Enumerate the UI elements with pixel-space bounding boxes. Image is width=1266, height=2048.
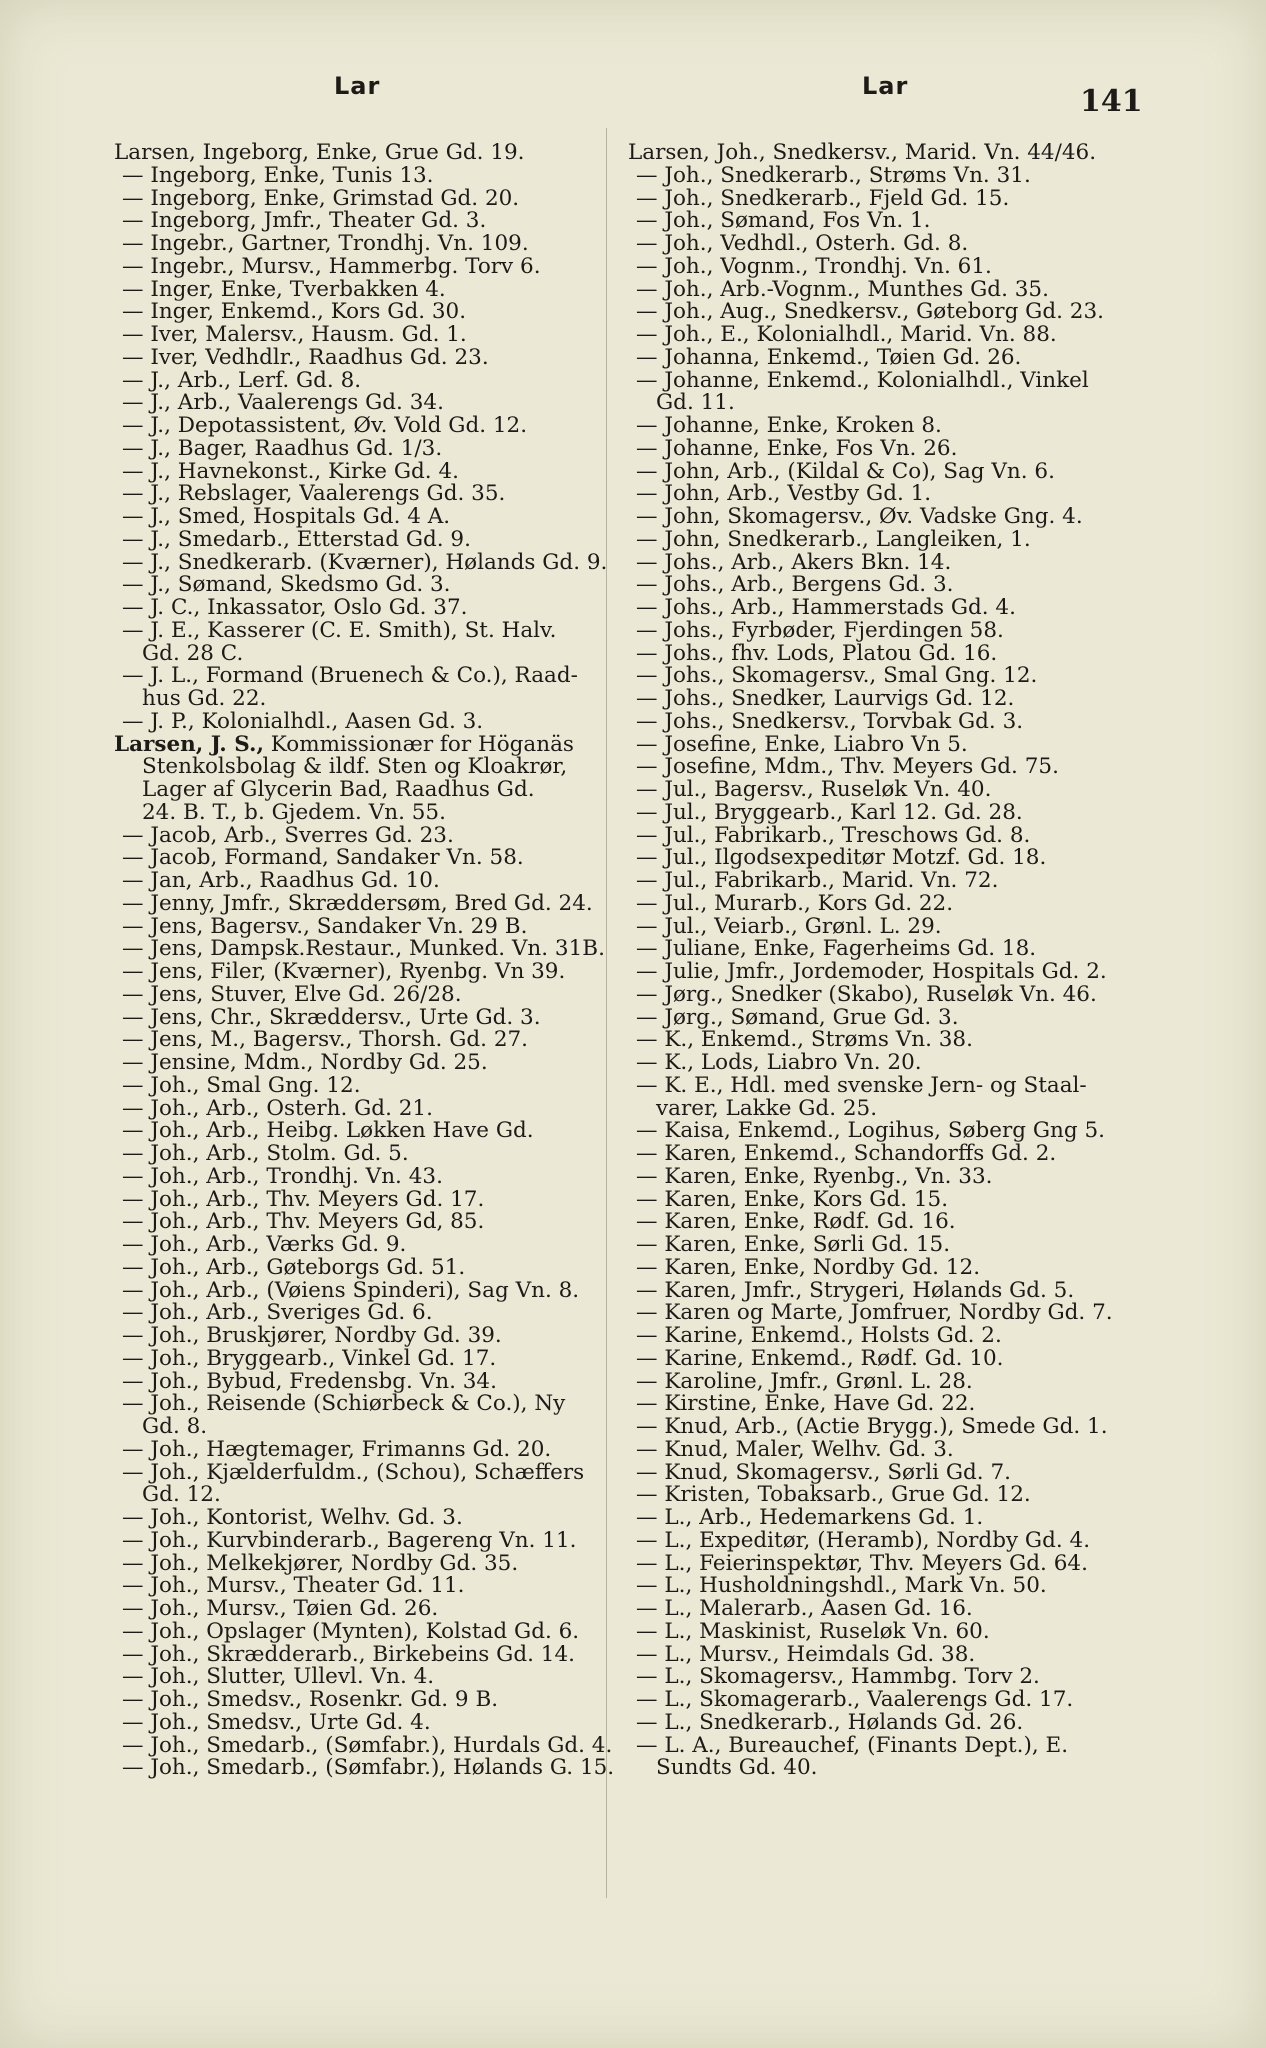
directory-entry-line: — Josefine, Mdm., Thv. Meyers Gd. 75. <box>636 756 1059 779</box>
directory-entry-line: — Joh., Arb., Thv. Meyers Gd, 85. <box>122 1211 485 1234</box>
directory-entry-line: — Juliane, Enke, Fagerheims Gd. 18. <box>636 938 1037 961</box>
directory-entry-line: — Jens, Filer, (Kværner), Ryenbg. Vn 39. <box>122 961 566 984</box>
directory-entry-line: — Joh., Snedkerarb., Fjeld Gd. 15. <box>636 187 1010 211</box>
directory-entry-line: — Ingeborg, Enke, Grimstad Gd. 20. <box>122 187 520 211</box>
directory-entry-line: — John, Arb., (Kildal & Co), Sag Vn. 6. <box>636 460 1055 484</box>
directory-entry-line: — Joh., Hægtemager, Frimanns Gd. 20. <box>122 1438 552 1462</box>
directory-entry-line: — Joh., Smedsv., Rosenkr. Gd. 9 B. <box>122 1689 499 1712</box>
directory-entry-line: — Joh., Arb., Osterh. Gd. 21. <box>122 1097 433 1121</box>
directory-entry-line: — Josefine, Enke, Liabro Vn 5. <box>636 733 968 757</box>
directory-entry-line: — Joh., Smal Gng. 12. <box>122 1074 361 1098</box>
directory-entry-line: — Knud, Skomagersv., Sørli Gd. 7. <box>636 1461 1011 1485</box>
directory-entry-line: — Karen, Enke, Sørli Gd. 15. <box>636 1234 951 1257</box>
directory-entry-line: — Jensine, Mdm., Nordby Gd. 25. <box>122 1052 488 1075</box>
directory-entry-line: — Knud, Maler, Welhv. Gd. 3. <box>636 1438 954 1462</box>
directory-entry-line: Stenkolsbolag & ildf. Sten og Kloakrør, <box>142 756 568 779</box>
directory-entry-line: — K., Lods, Liabro Vn. 20. <box>636 1052 922 1075</box>
directory-entry-line: — Joh., Kurvbinderarb., Bagereng Vn. 11. <box>122 1529 577 1553</box>
left-column <box>114 142 614 1780</box>
directory-entry-line: Sundts Gd. 40. <box>656 1757 818 1780</box>
directory-entry-line: Gd. 28 C. <box>142 642 244 666</box>
directory-entry-line: — Karen, Enke, Ryenbg., Vn. 33. <box>636 1165 993 1189</box>
directory-entry-line: — J. P., Kolonialhdl., Aasen Gd. 3. <box>122 710 484 734</box>
directory-entry-line: — J., Smed, Hospitals Gd. 4 A. <box>122 506 451 529</box>
directory-entry-line: Larsen, Ingeborg, Enke, Grue Gd. 19. <box>114 142 525 165</box>
directory-entry-line: — Johs., Fyrbøder, Fjerdingen 58. <box>636 619 1004 643</box>
directory-entry-line: — J., Bager, Raadhus Gd. 1/3. <box>122 437 443 461</box>
directory-entry-line: — Karen, Enke, Rødf. Gd. 16. <box>636 1211 956 1234</box>
directory-entry-line: — Johanne, Enke, Kroken 8. <box>636 415 942 438</box>
directory-entry-line: — J., Snedkerarb. (Kværner), Hølands Gd. 9. <box>122 551 608 575</box>
directory-entry-line: — Inger, Enke, Tverbakken 4. <box>122 278 446 302</box>
directory-entry-line: — L., Expeditør, (Heramb), Nordby Gd. 4. <box>636 1529 1091 1553</box>
directory-entry-line: — Ingeborg, Jmfr., Theater Gd. 3. <box>122 210 487 233</box>
directory-entry-line: — L., Husholdningshdl., Mark Vn. 50. <box>636 1575 1047 1598</box>
directory-entry-line: — Jørg., Snedker (Skabo), Ruseløk Vn. 46. <box>636 983 1097 1007</box>
directory-entry-line: — Joh., Melkekjører, Nordby Gd. 35. <box>122 1552 519 1576</box>
directory-entry-line: hus Gd. 22. <box>142 688 267 711</box>
directory-entry-line: — J. C., Inkassator, Oslo Gd. 37. <box>122 597 468 620</box>
directory-entry-line: — Joh., Arb., Værks Gd. 9. <box>122 1234 407 1257</box>
directory-entry-line: — Joh., Snedkerarb., Strøms Vn. 31. <box>636 164 1031 188</box>
directory-entry-line: — Joh., Skrædderarb., Birkebeins Gd. 14. <box>122 1643 575 1667</box>
directory-entry-line: — Joh., Opslager (Mynten), Kolstad Gd. 6. <box>122 1620 580 1644</box>
directory-entry-line: — Joh., Arb., Gøteborgs Gd. 51. <box>122 1256 466 1280</box>
directory-entry-line: — Joh., Arb., Trondhj. Vn. 43. <box>122 1165 443 1189</box>
directory-entry-line: — K. E., Hdl. med svenske Jern- og Staal- <box>636 1074 1087 1098</box>
directory-entry-line: varer, Lakke Gd. 25. <box>656 1097 878 1121</box>
directory-entry-line: — Kaisa, Enkemd., Logihus, Søberg Gng 5. <box>636 1120 1105 1143</box>
directory-entry-line: — Jacob, Formand, Sandaker Vn. 58. <box>122 847 524 870</box>
directory-entry-line: — L., Malerarb., Aasen Gd. 16. <box>636 1598 973 1621</box>
directory-entry-line: — Jul., Ilgodsexpeditør Motzf. Gd. 18. <box>636 847 1047 870</box>
directory-entry-line: — Johs., Snedkersv., Torvbak Gd. 3. <box>636 710 1024 734</box>
directory-entry-line: — Joh., Slutter, Ullevl. Vn. 4. <box>122 1666 435 1689</box>
directory-entry-line: Larsen, J. S., Kommissionær for Höganäs <box>114 733 574 757</box>
directory-entry-line: — L., Snedkerarb., Hølands Gd. 26. <box>636 1711 1024 1735</box>
directory-entry-line: — Johs., Arb., Bergens Gd. 3. <box>636 574 954 597</box>
directory-entry-line: — Joh., Reisende (Schiørbeck & Co.), Ny <box>122 1393 566 1416</box>
directory-entry-line: — Jul., Veiarb., Grønl. L. 29. <box>636 915 942 939</box>
directory-entry-line: Gd. 11. <box>656 392 735 415</box>
directory-entry-line: — Jan, Arb., Raadhus Gd. 10. <box>122 870 440 893</box>
directory-entry-line: — John, Snedkerarb., Langleiken, 1. <box>636 528 1031 552</box>
directory-entry-line: — J., Depotassistent, Øv. Vold Gd. 12. <box>122 415 528 438</box>
directory-entry-line: — Jul., Fabrikarb., Marid. Vn. 72. <box>636 870 999 893</box>
directory-entry-line: — Johanne, Enke, Fos Vn. 26. <box>636 437 958 461</box>
directory-entry-line: — Jul., Fabrikarb., Treschows Gd. 8. <box>636 824 1031 848</box>
directory-entry-line: — Iver, Vedhdlr., Raadhus Gd. 23. <box>122 346 489 370</box>
running-header-left: Lar <box>334 72 381 100</box>
directory-entry-line: — L., Arb., Hedemarkens Gd. 1. <box>636 1507 984 1530</box>
right-column <box>628 142 1128 1780</box>
directory-entry-line: — L., Skomagersv., Hammbg. Torv 2. <box>636 1666 1040 1689</box>
directory-entry-line: — Jens, Dampsk.Restaur., Munked. Vn. 31B. <box>122 938 605 961</box>
directory-entry-line: — Karen, Enkemd., Schandorffs Gd. 2. <box>636 1143 1057 1166</box>
directory-entry-line: — Joh., Arb., Thv. Meyers Gd. 17. <box>122 1188 485 1212</box>
directory-entry-line: — Joh., Arb., Sveriges Gd. 6. <box>122 1302 433 1325</box>
directory-entry-line: — Johanna, Enkemd., Tøien Gd. 26. <box>636 346 1022 370</box>
directory-entry-line: — Joh., Kjælderfuldm., (Schou), Schæffers <box>122 1461 585 1485</box>
directory-entry-line: — Joh., Vognm., Trondhj. Vn. 61. <box>636 255 992 279</box>
directory-entry-line: — Karen, Enke, Nordby Gd. 12. <box>636 1256 981 1280</box>
directory-entry-line: — Joh., Smedarb., (Sømfabr.), Hølands G. 15. <box>122 1757 614 1780</box>
directory-entry-line: — Joh., Aug., Snedkersv., Gøteborg Gd. 23. <box>636 301 1104 324</box>
directory-entry-line: — Jul., Bryggearb., Karl 12. Gd. 28. <box>636 801 1023 825</box>
directory-entry-line: — Joh., E., Kolonialhdl., Marid. Vn. 88. <box>636 324 1057 347</box>
directory-entry-line: — J., Havnekonst., Kirke Gd. 4. <box>122 460 459 484</box>
directory-entry-line: — Joh., Arb., Stolm. Gd. 5. <box>122 1143 409 1166</box>
directory-entry-line: — Inger, Enkemd., Kors Gd. 30. <box>122 301 467 324</box>
directory-entry-line: — Julie, Jmfr., Jordemoder, Hospitals Gd. 2. <box>636 961 1107 984</box>
directory-entry-line: — L., Skomagerarb., Vaalerengs Gd. 17. <box>636 1689 1074 1712</box>
directory-entry-line: — Jacob, Arb., Sverres Gd. 23. <box>122 824 454 848</box>
directory-entry-line: — John, Arb., Vestby Gd. 1. <box>636 483 932 506</box>
directory-entry-line: — Jul., Murarb., Kors Gd. 22. <box>636 892 954 916</box>
directory-entry-line: — L., Feierinspektør, Thv. Meyers Gd. 64. <box>636 1552 1088 1576</box>
directory-entry-line: Lager af Glycerin Bad, Raadhus Gd. <box>142 779 535 802</box>
directory-entry-line: — J., Rebslager, Vaalerengs Gd. 35. <box>122 483 506 506</box>
directory-entry-line: — Joh., Mursv., Theater Gd. 11. <box>122 1575 465 1598</box>
directory-entry-line: — Joh., Smedsv., Urte Gd. 4. <box>122 1711 431 1735</box>
directory-entry-line: — J., Sømand, Skedsmo Gd. 3. <box>122 574 451 597</box>
directory-entry-line: — Karen, Jmfr., Strygeri, Hølands Gd. 5. <box>636 1279 1075 1303</box>
directory-entry-line: — Ingebr., Gartner, Trondhj. Vn. 109. <box>122 233 529 256</box>
directory-entry-line: — Johs., Snedker, Laurvigs Gd. 12. <box>636 688 1015 711</box>
directory-entry-line: — Joh., Smedarb., (Sømfabr.), Hurdals Gd. 4. <box>122 1734 613 1758</box>
page-number: 141 <box>1080 84 1143 119</box>
directory-entry-line: Larsen, Joh., Snedkersv., Marid. Vn. 44/46. <box>628 142 1097 165</box>
directory-entry-line: — L. A., Bureauchef, (Finants Dept.), E. <box>636 1734 1069 1758</box>
directory-entry-line: — Johs., fhv. Lods, Platou Gd. 16. <box>636 642 998 666</box>
directory-entry-line: — Joh., Arb., (Vøiens Spinderi), Sag Vn. 8. <box>122 1279 580 1303</box>
directory-entry-line: — Karen, Enke, Kors Gd. 15. <box>636 1188 949 1212</box>
directory-entry-line: — Jenny, Jmfr., Skræddersøm, Bred Gd. 24. <box>122 892 593 916</box>
directory-entry-line: — K., Enkemd., Strøms Vn. 38. <box>636 1029 973 1052</box>
directory-entry-line: — Johs., Arb., Hammerstads Gd. 4. <box>636 597 1016 620</box>
directory-entry-line: — Karoline, Jmfr., Grønl. L. 28. <box>636 1370 973 1394</box>
directory-entry-line: — Jørg., Sømand, Grue Gd. 3. <box>636 1006 959 1030</box>
directory-entry-line: — Joh., Bybud, Fredensbg. Vn. 34. <box>122 1370 497 1394</box>
entry-heading-name: Larsen, J. S., <box>114 733 264 757</box>
directory-entry-line: — L., Maskinist, Ruseløk Vn. 60. <box>636 1620 990 1644</box>
directory-entry-line: — Jul., Bagersv., Ruseløk Vn. 40. <box>636 779 992 802</box>
directory-entry-line: — Johs., Arb., Akers Bkn. 14. <box>636 551 952 575</box>
directory-entry-line: — Iver, Malersv., Hausm. Gd. 1. <box>122 324 467 347</box>
directory-entry-line: — Jens, M., Bagersv., Thorsh. Gd. 27. <box>122 1029 529 1052</box>
directory-entry-line: — Karine, Enkemd., Holsts Gd. 2. <box>636 1325 1002 1348</box>
directory-entry-line: — Ingeborg, Enke, Tunis 13. <box>122 164 434 188</box>
directory-entry-line: — Joh., Arb., Heibg. Løkken Have Gd. <box>122 1120 534 1143</box>
directory-entry-line: — Kristen, Tobaksarb., Grue Gd. 12. <box>636 1484 1031 1507</box>
directory-entry-line: — L., Mursv., Heimdals Gd. 38. <box>636 1643 976 1667</box>
directory-entry-line: — Joh., Kontorist, Welhv. Gd. 3. <box>122 1507 463 1530</box>
directory-entry-line: — Ingebr., Mursv., Hammerbg. Torv 6. <box>122 255 541 279</box>
directory-entry-line: — Karine, Enkemd., Rødf. Gd. 10. <box>636 1347 1004 1371</box>
directory-entry-line: — J., Arb., Vaalerengs Gd. 34. <box>122 392 444 415</box>
directory-entry-line: — J., Arb., Lerf. Gd. 8. <box>122 369 362 393</box>
directory-entry-line: — Johs., Skomagersv., Smal Gng. 12. <box>636 665 1038 688</box>
directory-entry-line: — Kirstine, Enke, Have Gd. 22. <box>636 1393 976 1416</box>
directory-entry-line: — J. E., Kasserer (C. E. Smith), St. Halv. <box>122 619 557 643</box>
directory-entry-line: — Joh., Vedhdl., Osterh. Gd. 8. <box>636 233 969 256</box>
directory-entry-line: — Johanne, Enkemd., Kolonialhdl., Vinkel <box>636 369 1089 393</box>
directory-entry-line: — Knud, Arb., (Actie Brygg.), Smede Gd. 1. <box>636 1416 1108 1439</box>
directory-entry-line: — Karen og Marte, Jomfruer, Nordby Gd. 7. <box>636 1302 1113 1325</box>
directory-entry-line: — J. L., Formand (Bruenech & Co.), Raad- <box>122 665 578 688</box>
directory-entry-line: — Joh., Sømand, Fos Vn. 1. <box>636 210 931 233</box>
directory-entry-line: — Jens, Stuver, Elve Gd. 26/28. <box>122 983 462 1007</box>
directory-entry-line: 24. B. T., b. Gjedem. Vn. 55. <box>142 801 446 825</box>
directory-entry-line: — Joh., Mursv., Tøien Gd. 26. <box>122 1598 439 1621</box>
directory-entry-line: Gd. 12. <box>142 1484 221 1507</box>
directory-entry-line: — Jens, Chr., Skræddersv., Urte Gd. 3. <box>122 1006 541 1030</box>
directory-entry-line: — Jens, Bagersv., Sandaker Vn. 29 B. <box>122 915 528 939</box>
running-header-right: Lar <box>862 72 909 100</box>
directory-entry-line: — Joh., Bruskjører, Nordby Gd. 39. <box>122 1325 502 1348</box>
directory-entry-line: — Joh., Arb.-Vognm., Munthes Gd. 35. <box>636 278 1049 302</box>
directory-entry-line: — J., Smedarb., Etterstad Gd. 9. <box>122 528 471 552</box>
directory-entry-line: — Joh., Bryggearb., Vinkel Gd. 17. <box>122 1347 497 1371</box>
directory-entry-line: Gd. 8. <box>142 1416 208 1439</box>
directory-entry-line: — John, Skomagersv., Øv. Vadske Gng. 4. <box>636 506 1083 529</box>
